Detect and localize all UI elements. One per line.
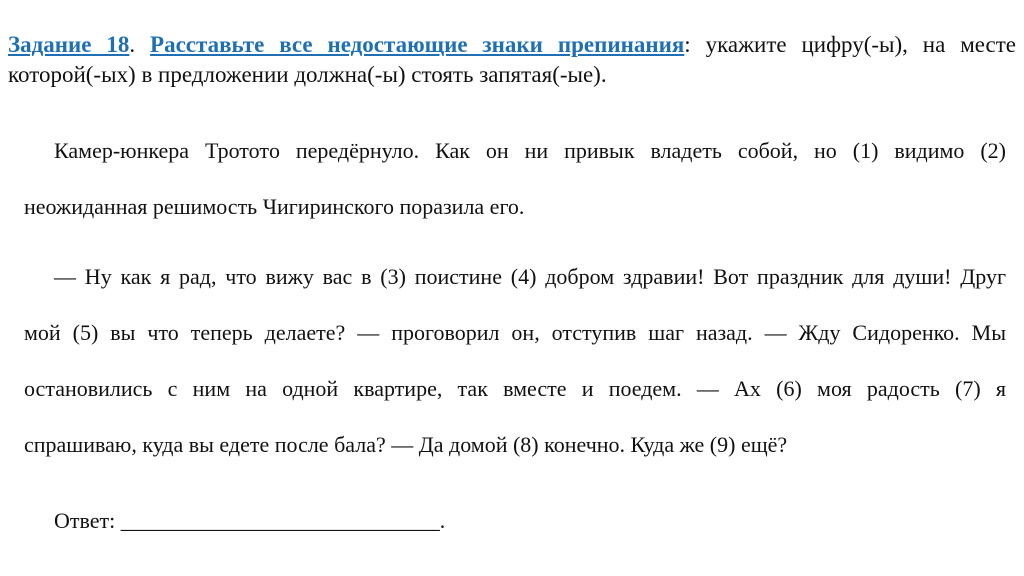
answer-end: . [439, 508, 446, 533]
task-instruction-rest: : укажите цифру(-ы), на месте которой(-ых) в предложении должна(-ы) стоять запятая(-ые). [8, 32, 1016, 87]
text-line-5: остановились с ним на одной квартире, так вместе и поедем. — Ах (6) моя радость (7) я [24, 376, 1006, 401]
text-line-1: Камер-юнкера Трототo передёрнуло. Как он ни привык владеть собой, но (1) видимо (2) [54, 138, 1006, 163]
text-line-2: неожиданная решимость Чигиринского поразила его. [24, 194, 525, 219]
answer-line [54, 508, 445, 534]
text-line-6: спрашиваю, куда вы едете после бала? — Да домой (8) конечно. Куда же (9) ещё? [24, 432, 788, 457]
task-instruction: Расставьте все недостающие знаки препинания [150, 32, 685, 57]
task-number: Задание 18 [8, 32, 130, 57]
task-number-separator: . [129, 32, 151, 57]
text-line-3: — Ну как я рад, что вижу вас в (3) поистине (4) добром здравии! Вот праздник для души! Друг [54, 264, 1006, 289]
answer-blank[interactable]: _____________________________ [120, 508, 440, 533]
task-header [8, 30, 1016, 90]
text-line-4: мой (5) вы что теперь делаете? — проговорил он, отступив шаг назад. — Жду Сидоренко. Мы [24, 320, 1006, 345]
answer-label: Ответ: [54, 508, 121, 533]
